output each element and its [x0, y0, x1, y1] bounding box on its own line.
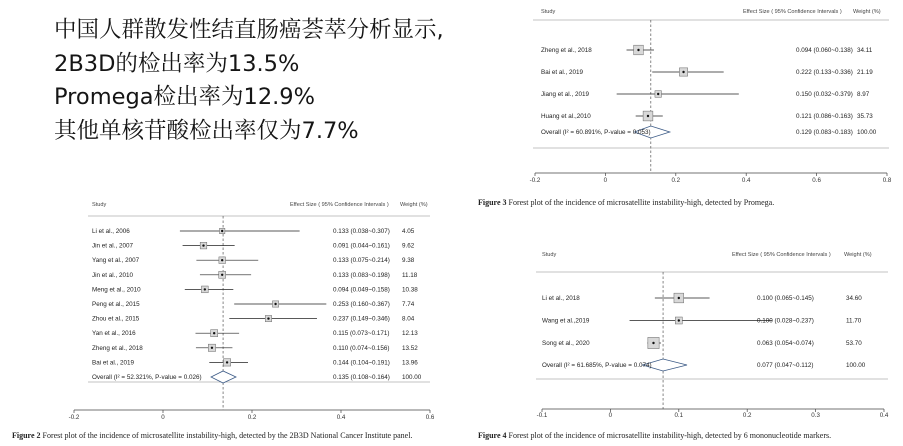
effect-size-value: 0.121 (0.086~0.163): [796, 113, 853, 120]
study-label: Zheng et al., 2018: [92, 344, 143, 352]
point-estimate: [221, 230, 223, 232]
study-label: Huang et al.,2010: [541, 113, 591, 120]
study-label: Zhou et al., 2015: [92, 315, 140, 323]
effect-size-value: 0.110 (0.074~0.156): [333, 344, 390, 352]
weight-value: 34.11: [857, 47, 873, 54]
point-estimate: [647, 115, 649, 117]
overall-label: Overall (I² = 61.685%, P-value = 0.074): [542, 362, 652, 369]
x-axis-tick-label: -0.2: [529, 177, 541, 184]
point-estimate: [637, 49, 639, 51]
study-label: Wang et al.,2019: [542, 317, 590, 325]
study-label: Li et al., 2018: [542, 295, 580, 302]
header-effect-size: Effect Size ( 95% Confidence Intervals ): [743, 9, 842, 15]
weight-value: 11.70: [846, 317, 862, 325]
figure-3-caption-text: Forest plot of the incidence of microsatellite instability-high, detected by Promega.: [506, 198, 775, 207]
figure-4-caption: [478, 431, 831, 440]
header-study: Study: [541, 9, 556, 15]
point-estimate: [213, 332, 215, 334]
effect-size-value: 0.133 (0.038~0.307): [333, 228, 390, 235]
figure-2-panel: [68, 192, 448, 424]
point-estimate: [678, 297, 680, 299]
headline-line-3: Promega检出率为12.9%: [54, 84, 316, 110]
headline-line-4: 其他单核苷酸检出率仅为7.7%: [54, 117, 359, 144]
study-label: Li et al., 2006: [92, 228, 130, 235]
x-axis-tick-label: 0: [161, 414, 165, 421]
x-axis-tick-label: 0.8: [882, 177, 892, 184]
effect-size-value: 0.253 (0.160~0.367): [333, 301, 390, 308]
x-axis-tick-label: -0.1: [536, 412, 548, 419]
forest-plot-fig4: [532, 245, 892, 425]
effect-size-value: 0.094 (0.060~0.138): [796, 47, 853, 54]
headline-line-2: 2B3D的检出率为13.5%: [54, 50, 300, 77]
study-label: Zheng et al., 2018: [541, 47, 592, 54]
figure-3-panel: [525, 0, 895, 192]
weight-value: 12.13: [402, 330, 418, 338]
effect-size-value: 0.115 (0.073~0.171): [333, 330, 390, 338]
x-axis-tick-label: 0.6: [425, 414, 435, 421]
point-estimate: [226, 361, 228, 363]
point-estimate: [267, 317, 269, 319]
x-axis-tick-label: 0.2: [671, 177, 681, 184]
header-study: Study: [92, 202, 107, 208]
weight-value: 9.38: [402, 257, 415, 265]
figure-4-panel: [532, 245, 892, 425]
figure-4-caption-label: Figure 4: [478, 431, 507, 440]
point-estimate: [652, 342, 654, 344]
x-axis-tick-label: 0: [603, 177, 608, 184]
x-axis-tick-label: 0: [608, 412, 613, 419]
study-label: Yang et al., 2007: [92, 257, 140, 265]
x-axis-tick-label: 0.3: [811, 412, 820, 419]
figure-2-caption: [12, 431, 412, 440]
study-label: Bai et al., 2019: [92, 359, 135, 367]
weight-value: 13.52: [402, 344, 418, 352]
overall-label: Overall (I² = 52.321%, P-value = 0.026): [92, 374, 202, 381]
effect-size-value: 0.144 (0.104~0.191): [333, 359, 390, 367]
study-label: Peng et al., 2015: [92, 301, 140, 308]
study-label: Jin et al., 2010: [92, 271, 133, 279]
figure-3-caption-label: Figure 3: [478, 198, 507, 207]
figure-4-caption-text: Forest plot of the incidence of microsatellite instability-high, detected by 6 mononucleotide markers.: [506, 431, 832, 440]
effect-size-value: 0.133 (0.075~0.214): [333, 257, 390, 265]
effect-size-value: 0.100 (0.065~0.145): [757, 295, 814, 302]
point-estimate: [211, 347, 213, 349]
x-axis-tick-label: 0.4: [879, 412, 889, 419]
overall-weight-value: 100.00: [857, 129, 877, 136]
weight-value: 8.97: [857, 91, 870, 98]
x-axis-tick-label: 0.2: [742, 412, 752, 419]
point-estimate: [202, 244, 204, 246]
effect-size-value: 0.150 (0.032~0.379): [796, 91, 853, 98]
effect-size-value: 0.133 (0.083~0.198): [333, 271, 390, 279]
effect-size-value: 0.222 (0.133~0.336): [796, 69, 853, 76]
x-axis-tick-label: 0.2: [247, 414, 257, 421]
headline-line-1: 中国人群散发性结直肠癌荟萃分析显示,: [54, 17, 444, 43]
weight-value: 21.19: [857, 69, 873, 76]
x-axis-tick-label: -0.2: [68, 414, 80, 421]
effect-size-value: 0.063 (0.054~0.074): [757, 340, 814, 347]
x-axis-tick-label: 0.4: [336, 414, 346, 421]
study-label: Yan et al., 2016: [92, 330, 136, 338]
weight-value: 53.70: [846, 340, 862, 347]
overall-label: Overall (I² = 60.891%, P-value = 0.053): [541, 129, 651, 136]
study-label: Meng et al., 2010: [92, 286, 141, 294]
header-effect-size: Effect Size ( 95% Confidence Intervals ): [290, 202, 389, 208]
header-effect-size: Effect Size ( 95% Confidence Intervals ): [732, 252, 831, 258]
header-weight: Weight (%): [853, 9, 881, 15]
point-estimate: [221, 259, 223, 261]
header-study: Study: [542, 252, 557, 258]
overall-weight-value: 100.00: [846, 362, 866, 369]
overall-effect-size-value: 0.129 (0.083~0.183): [796, 129, 853, 136]
study-label: Song et al., 2020: [542, 340, 590, 347]
study-label: Bai et al., 2019: [541, 69, 584, 76]
study-label: Jiang et al., 2019: [541, 91, 589, 98]
weight-value: 10.38: [402, 286, 418, 294]
weight-value: 34.60: [846, 295, 862, 302]
point-estimate: [682, 71, 684, 73]
overall-effect-size-value: 0.077 (0.047~0.112): [757, 362, 814, 369]
headline: [54, 14, 494, 148]
x-axis-tick-label: 0.6: [812, 177, 821, 184]
overall-diamond: [211, 371, 236, 383]
effect-size-value: 0.100 (0.028~0.237): [757, 317, 814, 325]
point-estimate: [678, 319, 680, 321]
figure-3-caption: [478, 198, 774, 207]
forest-plot-fig2: [68, 192, 448, 424]
point-estimate: [221, 274, 223, 276]
figure-2-caption-text: Forest plot of the incidence of microsatellite instability-high, detected by the 2B3D National Cancer Institute panel.: [40, 431, 413, 440]
point-estimate: [204, 288, 206, 290]
weight-value: 11.18: [402, 271, 418, 279]
effect-size-value: 0.237 (0.149~0.346): [333, 315, 390, 323]
x-axis-tick-label: 0.4: [741, 177, 751, 184]
weight-value: 13.96: [402, 359, 418, 367]
overall-effect-size-value: 0.135 (0.108~0.164): [333, 374, 390, 381]
weight-value: 35.73: [857, 113, 873, 120]
forest-plot-fig3: [525, 0, 895, 192]
weight-value: 8.04: [402, 315, 415, 323]
weight-value: 9.62: [402, 242, 415, 250]
point-estimate: [657, 93, 659, 95]
header-weight: Weight (%): [844, 252, 872, 258]
effect-size-value: 0.091 (0.044~0.161): [333, 242, 390, 250]
study-label: Jin et al., 2007: [92, 242, 133, 250]
effect-size-value: 0.094 (0.049~0.158): [333, 286, 390, 294]
header-weight: Weight (%): [400, 202, 428, 208]
point-estimate: [274, 303, 276, 305]
weight-value: 7.74: [402, 301, 415, 308]
x-axis-tick-label: 0.1: [674, 412, 684, 419]
figure-2-caption-label: Figure 2: [12, 431, 41, 440]
overall-weight-value: 100.00: [402, 374, 422, 381]
weight-value: 4.05: [402, 228, 415, 235]
